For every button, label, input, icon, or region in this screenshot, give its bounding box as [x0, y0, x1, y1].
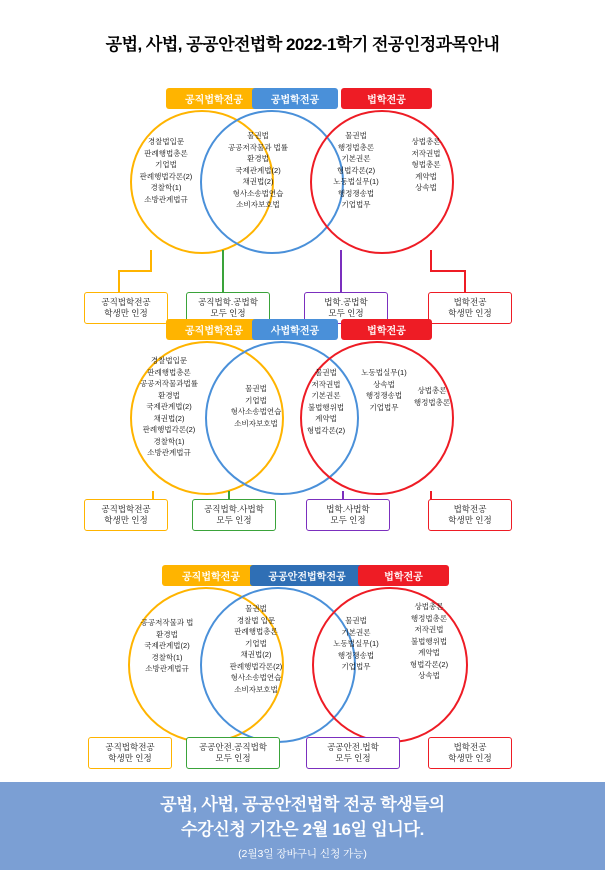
diagram-1-tag-1: 공법학전공	[252, 88, 338, 109]
diagram-1-connector-3	[430, 250, 432, 272]
diagram-1-connector-1	[222, 250, 224, 292]
diagram-3-left-terms: 공공저작물과 법 환경법 국제관계법(2) 경찰학(1) 소방관계법규	[140, 618, 194, 673]
diagram-3-box-0: 공직법학전공 학생만 인정	[88, 737, 172, 769]
diagram-2-box-2: 법학.사법학 모두 인정	[306, 499, 390, 531]
diagram-3-box-3: 법학전공 학생만 인정	[428, 737, 512, 769]
diagram-3-right-inner-terms: 물권법 기본권론 노동법실무(1) 행정쟁송법 기업법무	[333, 616, 379, 671]
diagram-2-tag-0: 공직법학전공	[166, 319, 262, 340]
footer-line-2: 수강신청 기간은 2월 16일 입니다.	[180, 819, 425, 839]
diagram-1-right-inner-terms: 물권법 행정법총론 기본권론 형법각론(2) 노동법실무(1) 행정쟁송법 기업법무	[333, 131, 379, 209]
diagram-2-center-terms: 물권법 기업법 형사소송법연습 소비자보호법	[230, 384, 282, 428]
diagram-1-connector-2	[340, 250, 342, 292]
diagram-3-box-1: 공공안전.공직법학 모두 인정	[186, 737, 280, 769]
diagram-1-connector-3b	[430, 270, 465, 272]
diagram-2-left-terms: 경찰법입문 판례행법총론 공공저작물과법률 환경법 국제관계법(2) 채권법(2) 판례행법각론(2) 경찰학(1) 소방관계법규	[140, 356, 198, 457]
diagram-2-right-inner-terms-b: 노동법실무(1) 상속법 행정쟁송법 기업법무	[361, 368, 407, 412]
diagram-1-box-0: 공직법학전공 학생만 인정	[84, 292, 168, 324]
footer-line-1: 공법, 사법, 공공안전법학 전공 학생들의	[160, 794, 445, 814]
diagram-1-connector-0	[150, 250, 152, 272]
diagram-2-box-3: 법학전공 학생만 인정	[428, 499, 512, 531]
diagram-1-right-terms: 상법총론 저작권법 형법총론 계약법 상속법	[411, 137, 441, 192]
diagram-1-center-terms: 물권법 공공저작물과 법률 환경법 국제관계법(2) 채권법(2) 형사소송법연습 소비자보호법	[227, 131, 289, 209]
diagram-1-box-1: 공직법학.공법학 모두 인정	[186, 292, 270, 324]
diagram-3	[0, 555, 605, 770]
diagram-3-tag-2: 법학전공	[358, 565, 449, 586]
diagram-1-left-terms: 경찰법입문 판례행법총론 기업법 판례행법각론(2) 경찰학(1) 소방관계법규	[139, 137, 193, 204]
diagram-2-box-0: 공직법학전공 학생만 인정	[84, 499, 168, 531]
diagram-2-box-1: 공직법학.사법학 모두 인정	[192, 499, 276, 531]
diagram-1-box-2: 법학.공법학 모두 인정	[304, 292, 388, 324]
footer-line-3: (2월3일 장바구니 신청 가능)	[238, 847, 367, 860]
diagram-1-connector-0b	[118, 270, 152, 272]
diagram-3-tag-0: 공직법학전공	[162, 565, 260, 586]
page-title: 공법, 사법, 공공안전법학 2022-1학기 전공인정과목안내	[105, 35, 500, 54]
diagram-3-right-terms: 상법총론 행정법총론 저작권법 불법행위법 계약법 형법각론(2) 상속법	[409, 602, 449, 680]
diagram-2-tag-2: 법학전공	[341, 319, 432, 340]
diagram-1-tag-2: 법학전공	[341, 88, 432, 109]
diagram-2-right-terms: 상법총론 행정법총론	[413, 386, 451, 407]
footer-banner	[0, 782, 605, 870]
diagram-1-connector-3c	[464, 270, 466, 292]
diagram-1-tag-0: 공직법학전공	[166, 88, 262, 109]
diagram-2-right-inner-terms-a: 물권법 저작권법 기본권론 불법행위법 계약법 형법각론(2)	[306, 368, 346, 435]
diagram-3-center-terms: 물권법 경찰법 입문 판례행법총론 기업법 채권법(2) 판례행법각론(2) 형사소송법연습 소비자보호법	[229, 604, 283, 694]
diagram-3-box-2: 공공안전.법학 모두 인정	[306, 737, 400, 769]
diagram-2	[0, 315, 605, 530]
diagram-2-tag-1: 사법학전공	[252, 319, 338, 340]
diagram-1	[0, 80, 605, 318]
diagram-1-connector-0c	[118, 270, 120, 292]
diagram-1-box-3: 법학전공 학생만 인정	[428, 292, 512, 324]
diagram-3-tag-1: 공공안전법학전공	[250, 565, 364, 586]
